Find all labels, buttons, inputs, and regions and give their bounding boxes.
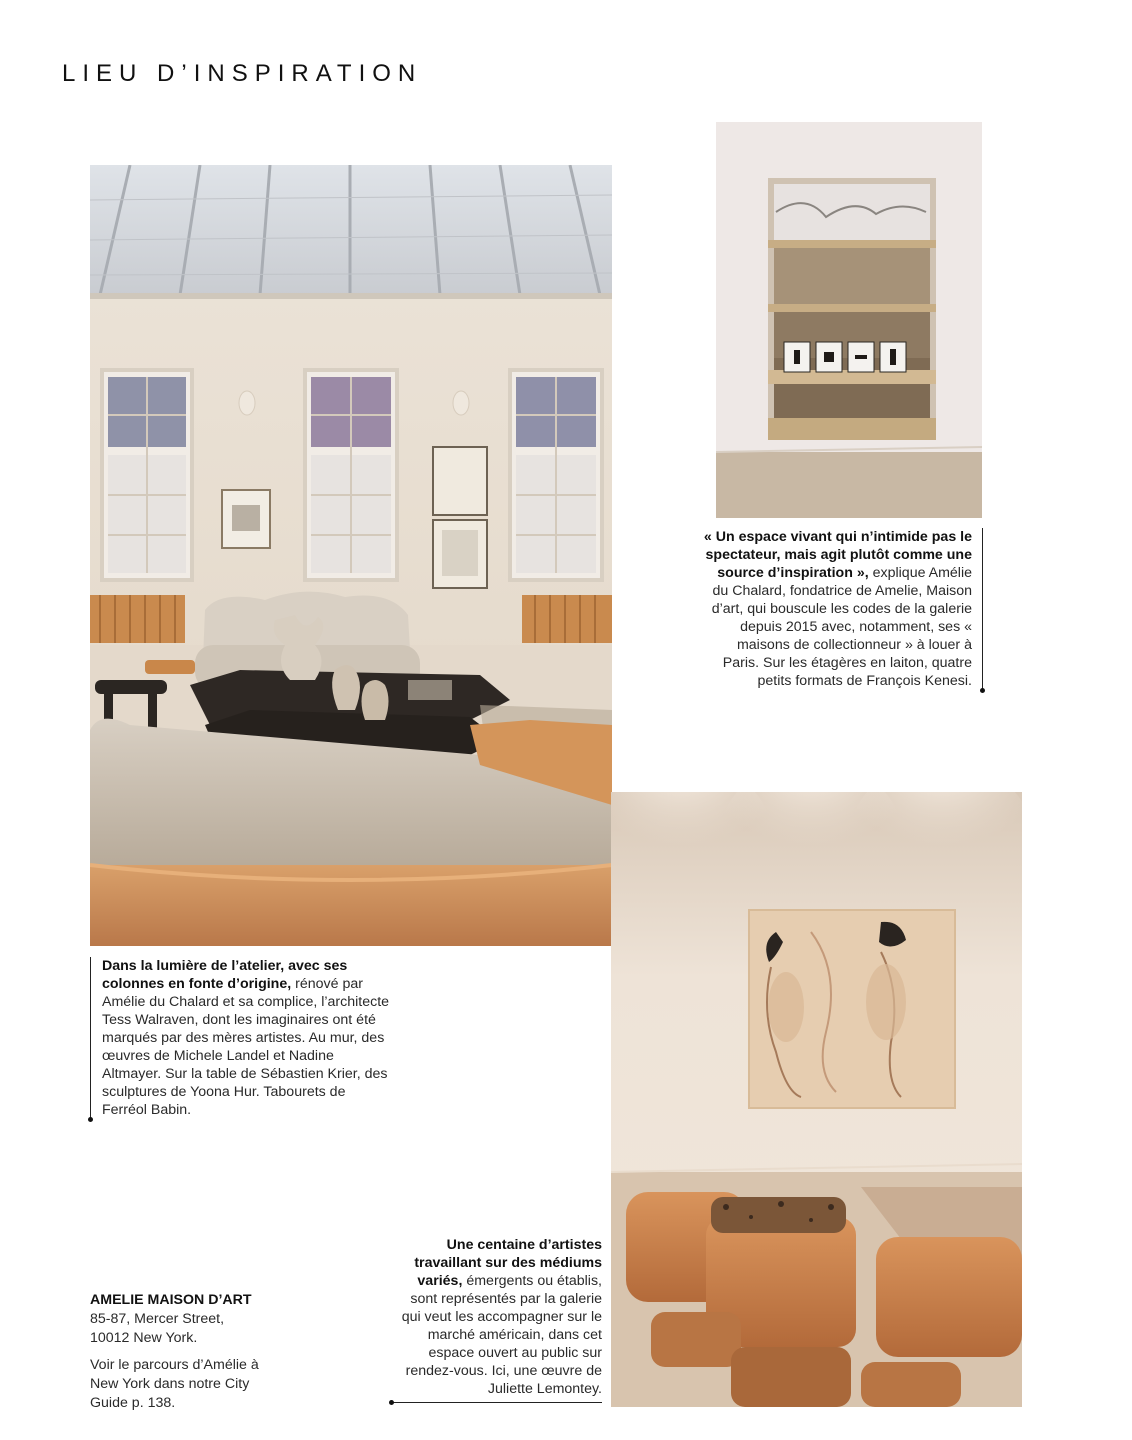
gallery-city: 10012 New York. [90,1330,198,1346]
caption-artists [392,1236,602,1403]
caption-shelves-text: explique Amélie du Chalard, fondatrice de Amelie, Maison d’art, qui bouscule les codes de la galerie depuis 2015 avec, notamment, ses « maisons de collectionneur » à louer à Paris. Sur les étagères en laiton, quatre petits formats de François Kenesi. [711,565,972,689]
gallery-street: 85-87, Mercer Street, [90,1311,225,1327]
gallery-name: AMELIE MAISON D’ART [90,1292,252,1308]
painting-room-photo [611,792,1022,1407]
caption-shelves [700,528,983,690]
caption-atelier [90,957,392,1119]
caption-artists-text: émergents ou établis, sont représentés par la galerie qui veut les accompagner sur le marché américain, dans cet espace ouvert au public sur rendez-vous. Ici, une œuvre de Juliette Lemontey. [401,1273,602,1397]
caption-artists-lead: Une centaine d’artistes travaillant sur des médiums variés, [414,1237,602,1289]
caption-shelves-lead: « Un espace vivant qui n’intimide pas le spectateur, mais agit plutôt comme une source d’inspiration », [703,529,972,581]
caption-end-dot [88,1117,93,1122]
atelier-photo [90,165,612,946]
caption-end-dot [389,1400,394,1405]
city-guide-note: Voir le parcours d’Amélie à New York dans notre City Guide p. 138. [90,1357,259,1411]
section-title: LIEU D’INSPIRATION [62,60,423,87]
gallery-address [90,1291,290,1413]
caption-end-dot [980,688,985,693]
brass-shelves-photo [716,122,982,518]
caption-atelier-text: rénové par Amélie du Chalard et sa complice, l’architecte Tess Walraven, dont les imaginaires ont été marqués par des mères artistes. Au mur, des œuvres de Michele Landel et Nadine Altmayer. Sur la table de Sébastien Krier, des sculptures de Yoona Hur. Tabourets de Ferréol Babin. [102,976,390,1118]
caption-atelier-lead: Dans la lumière de l’atelier, avec ses colonnes en fonte d’origine, [102,958,348,992]
